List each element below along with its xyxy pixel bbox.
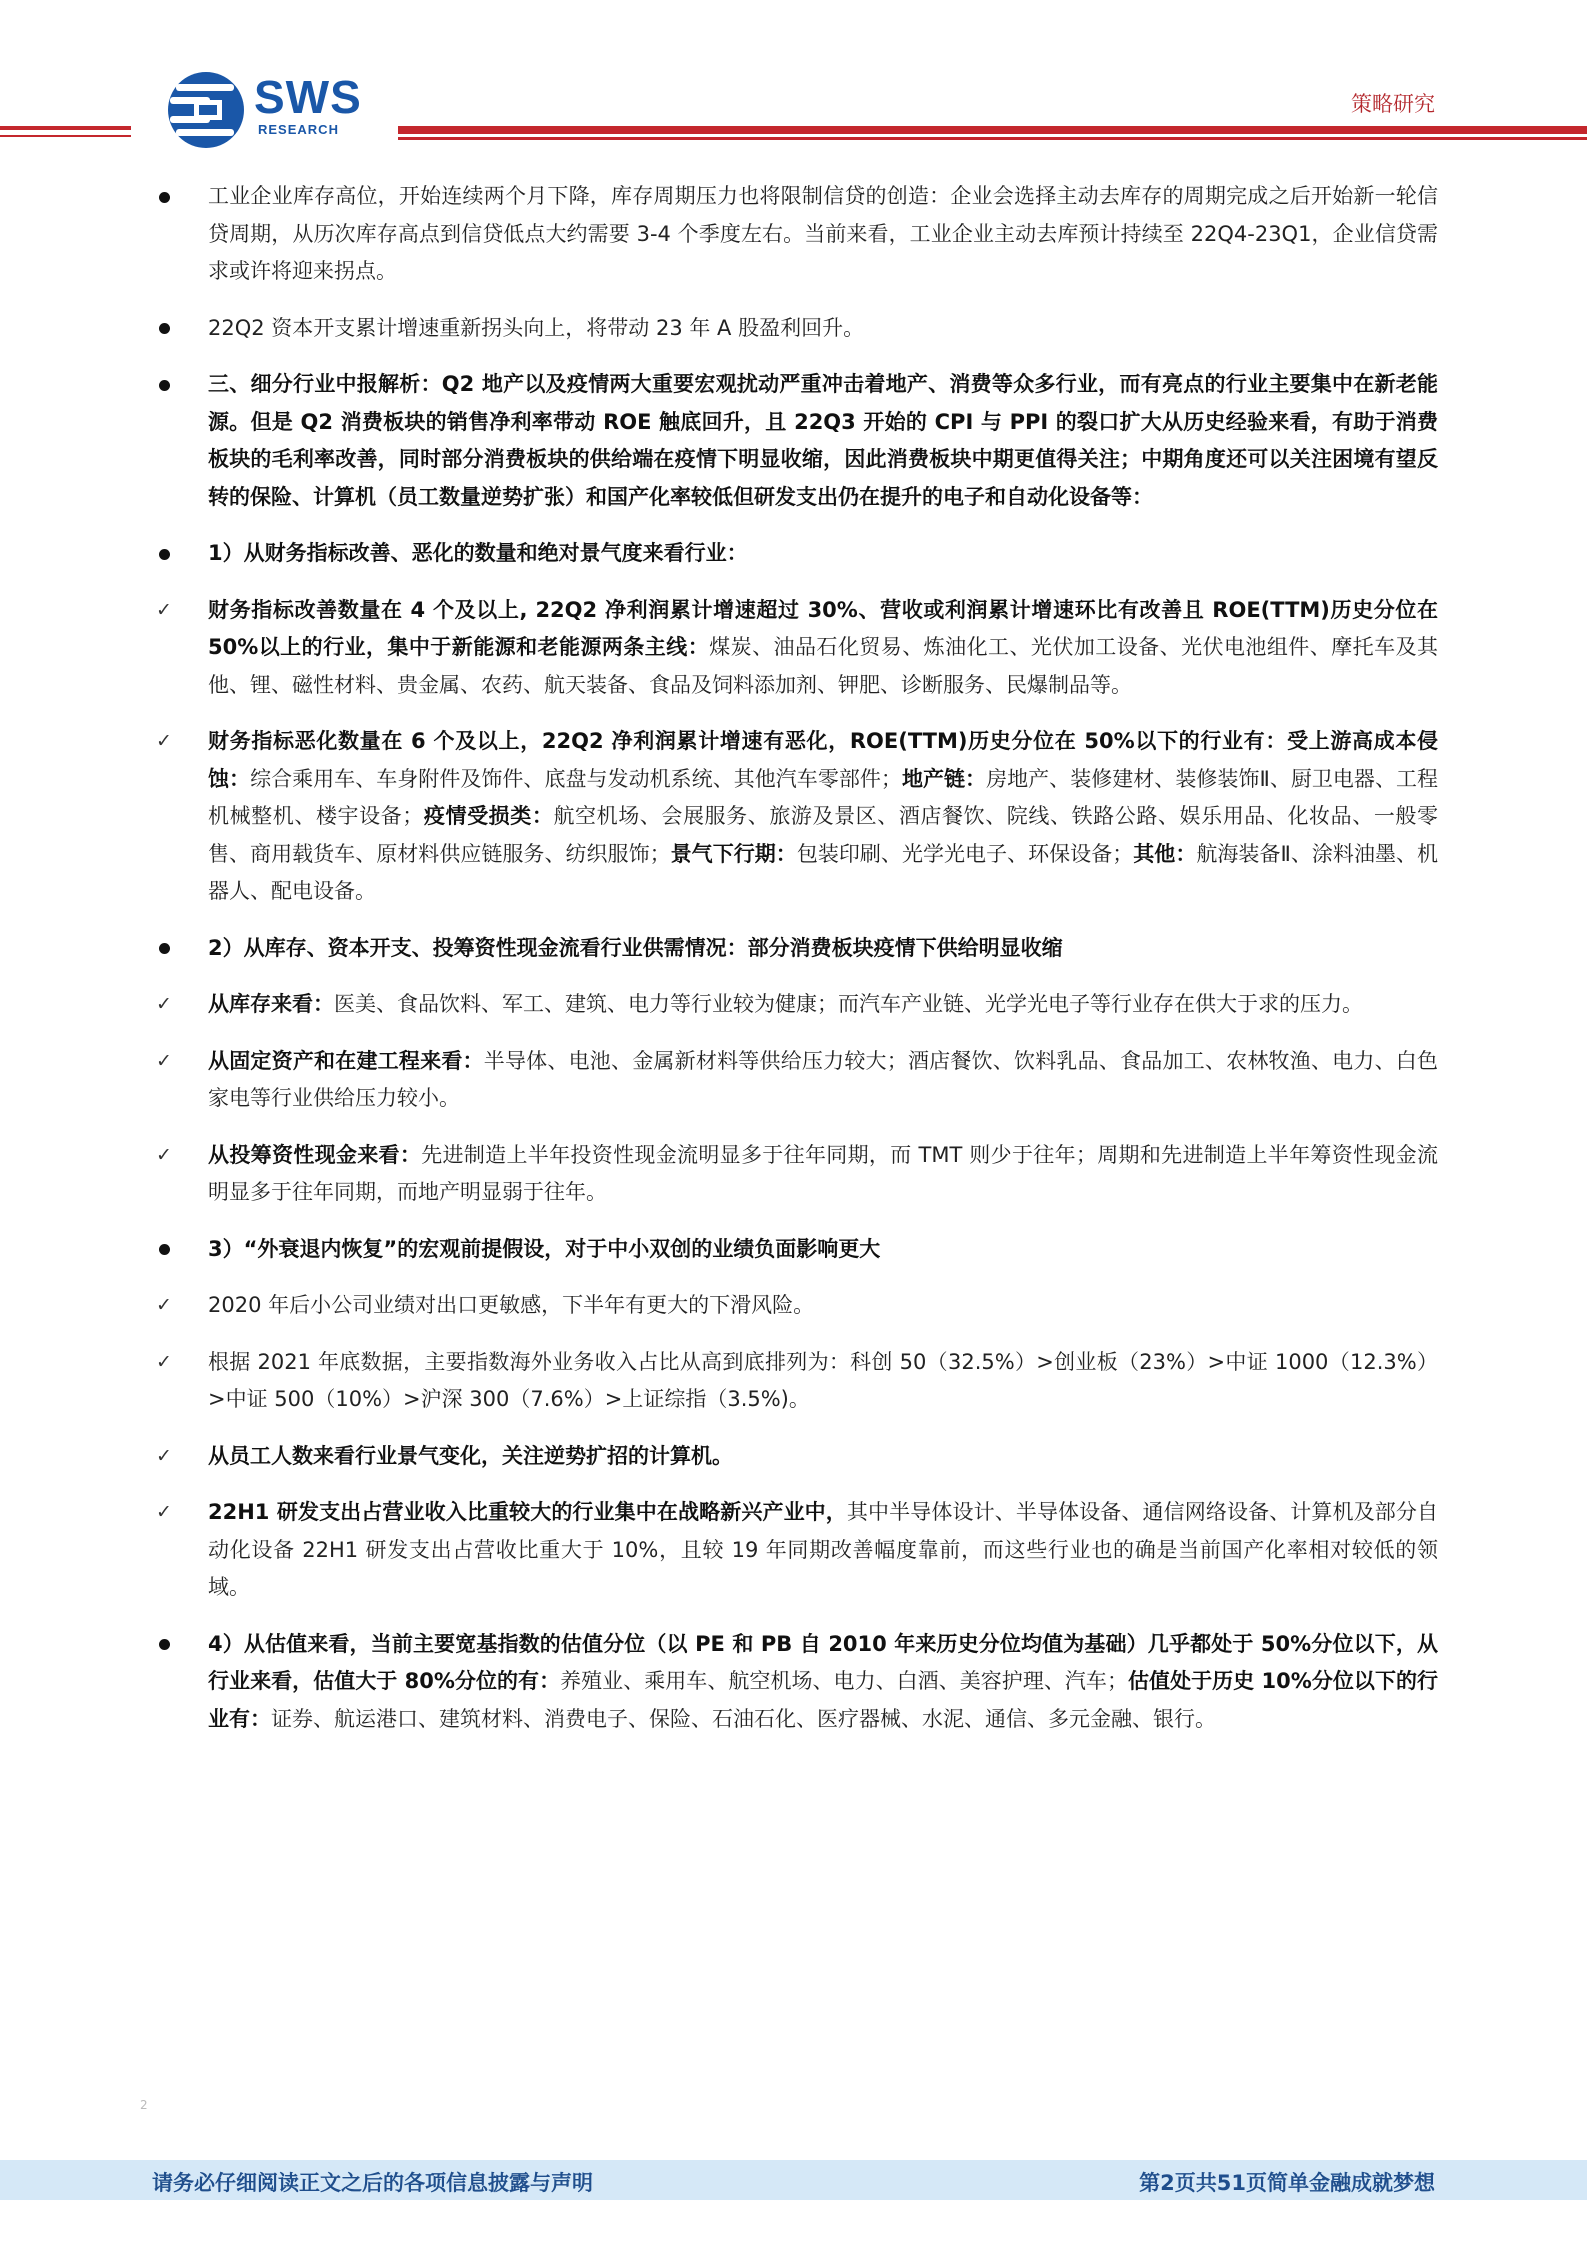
bold-text-segment: 从员工人数来看行业景气变化，关注逆势扩招的计算机。 (208, 1443, 733, 1468)
paragraph-text (208, 936, 1063, 960)
paragraph-text (208, 316, 864, 340)
bullet-dot-icon (152, 930, 176, 968)
paragraph-text (208, 372, 1438, 509)
checkmark-icon: ✓ (156, 730, 172, 752)
bold-text-segment: 从库存来看： (208, 992, 334, 1016)
page-footer (0, 2160, 1587, 2200)
paragraph-text (208, 184, 1438, 283)
check-paragraph (148, 1287, 1438, 1325)
check-paragraph (148, 1043, 1438, 1118)
report-body (148, 178, 1438, 1757)
bold-text-segment: 2）从库存、资本开支、投筹资性现金流看行业供需情况：部分消费板块疫情下供给明显收缩 (208, 935, 1063, 960)
check-paragraph (148, 986, 1438, 1024)
bullet-paragraph (148, 1626, 1438, 1739)
text-segment: 2020 年后小公司业绩对出口更敏感，下半年有更大的下滑风险。 (208, 1293, 815, 1317)
check-paragraph (148, 1494, 1438, 1607)
footer-page-info: 第2页共51页简单金融成就梦想 (1139, 2171, 1435, 2195)
text-segment: 医美、食品饮料、军工、建筑、电力等行业较为健康；而汽车产业链、光学光电子等行业存在供大于求的压力。 (334, 992, 1363, 1016)
check-paragraph (148, 592, 1438, 705)
bold-text-segment: 景气下行期： (670, 841, 797, 866)
bullet-dot-icon (152, 178, 176, 216)
text-segment: 22Q2 资本开支累计增速重新拐头向上，将带动 23 年 A 股盈利回升。 (208, 315, 865, 340)
footer-disclaimer: 请务必仔细阅读正文之后的各项信息披露与声明 (152, 2171, 593, 2195)
checkmark-icon: ✓ (156, 1143, 172, 1166)
checkmark-icon: ✓ (156, 1294, 172, 1316)
bold-text-segment: 1）从财务指标改善、恶化的数量和绝对景气度来看行业： (208, 541, 748, 565)
check-paragraph (148, 1137, 1438, 1212)
bullet-dot-icon (152, 1626, 176, 1664)
bullet-paragraph (148, 1231, 1438, 1269)
bullet-paragraph (148, 310, 1438, 348)
text-segment: 航空机场、会展服务、旅游及景区、酒店餐饮、院线、铁路公路、娱乐用品、化妆品、一般零售、商用载货车、原材料供应链服务、纺织服饰； (208, 804, 1439, 866)
section-title: 策略研究 (1351, 92, 1435, 116)
bullet-dot-icon (152, 310, 176, 348)
check-paragraph (148, 1344, 1438, 1419)
bold-text-segment: 三、细分行业中报解析：Q2 地产以及疫情两大重要宏观扰动严重冲击着地产、消费等众多行业，而有亮点的行业主要集中在新老能源。但是 Q2 消费板块的销售净利率带动 ROE 触底回升，且 22Q3 开始的 CPI 与 PPI 的裂口扩大从历史经验来看，有助于消费板块的毛利率改善，同时部分消费板块的供给端在疫情下明显收缩，因此消费板块中期更值得关注；中期角度还可以关注困境有望反转的保险、计算机（员工数量逆势扩张）和国产化率较低但研发支出仍在提升的电子和自动化设备等： (208, 372, 1438, 509)
header-rule (0, 135, 131, 137)
logo-wordmark: SWS (254, 71, 362, 123)
bold-text-segment: 财务指标改善数量在 4 个及以上, 22Q2 净利润累计增速超过 30%、营收或利润累计增速环比有改善且 ROE(TTM)历史分位在 50%以上的行业，集中于新能源和老能源两条主线： (208, 597, 1438, 659)
bullet-paragraph (148, 535, 1438, 573)
bold-text-segment: 疫情受损类： (423, 804, 554, 828)
page-header (0, 0, 1587, 160)
bold-text-segment: 3）“外衰退内恢复”的宏观前提假设，对于中小双创的业绩负面影响更大 (208, 1236, 881, 1261)
bullet-paragraph (148, 930, 1438, 968)
paragraph-text (208, 1237, 880, 1261)
header-rule (398, 126, 1587, 134)
text-segment: 证券、航运港口、建筑材料、消费电子、保险、石油石化、医疗器械、水泥、通信、多元金融、银行。 (271, 1706, 1216, 1731)
checkmark-icon: ✓ (156, 1350, 172, 1373)
text-segment: 综合乘用车、车身附件及饰件、底盘与发动机系统、其他汽车零部件； (250, 766, 902, 791)
checkmark-icon: ✓ (156, 1444, 172, 1467)
bullet-dot-icon (152, 1231, 176, 1269)
paragraph-text (208, 992, 1363, 1016)
checkmark-icon: ✓ (156, 1049, 172, 1072)
page-number: 2 (140, 2098, 148, 2112)
paragraph-text (208, 1500, 1438, 1599)
bold-text-segment: 财务指标恶化数量在 6 个及以上，22Q2 净利润累计增速有恶化，ROE(TTM)历史分位在 50%以下的行业有：受上游高成本侵蚀： (208, 729, 1438, 791)
paragraph-text (208, 1350, 1438, 1412)
paragraph-text (208, 541, 748, 565)
paragraph-text (208, 1143, 1438, 1205)
bullet-dot-icon (152, 535, 176, 573)
header-rule (398, 137, 1587, 140)
text-segment: 包装印刷、光学光电子、环保设备； (796, 841, 1134, 866)
text-segment: 煤炭、油品石化贸易、炼油化工、光伏加工设备、光伏电池组件、摩托车及其他、锂、磁性材料、贵金属、农药、航天装备、食品及饲料添加剂、钾肥、诊断服务、民爆制品等。 (208, 635, 1439, 697)
checkmark-icon: ✓ (156, 598, 172, 621)
bold-text-segment: 其他： (1133, 841, 1197, 866)
bold-text-segment: 地产链： (901, 766, 987, 791)
text-segment: 根据 2021 年底数据，主要指数海外业务收入占比从高到底排列为：科创 50（32.5%）>创业板（23%）>中证 1000（12.3%）>中证 500（10%）>沪深 300（7.6%）>上证综指（3.5%)。 (208, 1349, 1438, 1411)
header-rule (0, 126, 131, 130)
paragraph-text (208, 1632, 1438, 1731)
text-segment: 养殖业、乘用车、航空机场、电力、白酒、美容护理、汽车； (560, 1669, 1128, 1693)
bullet-paragraph (148, 178, 1438, 291)
text-segment: 房地产、装修建材、装修装饰Ⅱ、厨卫电器、工程机械整机、楼宇设备； (208, 766, 1439, 828)
text-segment: 半导体、电池、金属新材料等供给压力较大；酒店餐饮、饮料乳品、食品加工、农林牧渔、电力、白色家电等行业供给压力较小。 (208, 1048, 1439, 1110)
text-segment: 工业企业库存高位，开始连续两个月下降，库存周期压力也将限制信贷的创造：企业会选择主动去库存的周期完成之后开始新一轮信贷周期，从历次库存高点到信贷低点大约需要 3-4 个季度左右。当前来看，工业企业主动去库预计持续至 22Q4-23Q1，企业信贷需求或许将迎来拐点。 (208, 184, 1438, 283)
check-paragraph (148, 723, 1438, 911)
bold-text-segment: 从固定资产和在建工程来看： (208, 1048, 484, 1073)
text-segment: 其中半导体设计、半导体设备、通信网络设备、计算机及部分自动化设备 22H1 研发支出占营收比重大于 10%，且较 19 年同期改善幅度靠前，而这些行业也的确是当前国产化率相对较低的领域。 (208, 1500, 1438, 1599)
sws-logo (166, 68, 416, 148)
check-paragraph (148, 1438, 1438, 1476)
text-segment: 航海装备Ⅱ、涂料油墨、机器人、配电设备。 (208, 841, 1439, 903)
paragraph-text (208, 1293, 814, 1317)
text-segment: 先进制造上半年投资性现金流明显多于往年同期，而 TMT 则少于往年；周期和先进制造上半年筹资性现金流明显多于往年同期，而地产明显弱于往年。 (208, 1142, 1439, 1204)
logo-subtitle: RESEARCH (258, 122, 339, 137)
bold-text-segment: 从投筹资性现金来看： (208, 1142, 422, 1167)
bullet-dot-icon (152, 366, 176, 404)
sws-globe-icon (166, 70, 246, 150)
paragraph-text (208, 598, 1438, 697)
bold-text-segment: 估值处于历史 10%分位以下的行业有： (208, 1669, 1439, 1731)
paragraph-text (208, 1049, 1438, 1111)
checkmark-icon: ✓ (156, 1501, 172, 1523)
bold-text-segment: 22H1 研发支出占营业收入比重较大的行业集中在战略新兴产业中， (208, 1500, 847, 1524)
checkmark-icon: ✓ (156, 993, 172, 1015)
paragraph-text (208, 1444, 733, 1468)
bold-text-segment: 4）从估值来看，当前主要宽基指数的估值分位（以 PE 和 PB 自 2010 年来历史分位均值为基础）几乎都处于 50%分位以下，从行业来看，估值大于 80%分位的有： (208, 1631, 1438, 1693)
paragraph-text (208, 729, 1438, 903)
bullet-paragraph (148, 366, 1438, 516)
